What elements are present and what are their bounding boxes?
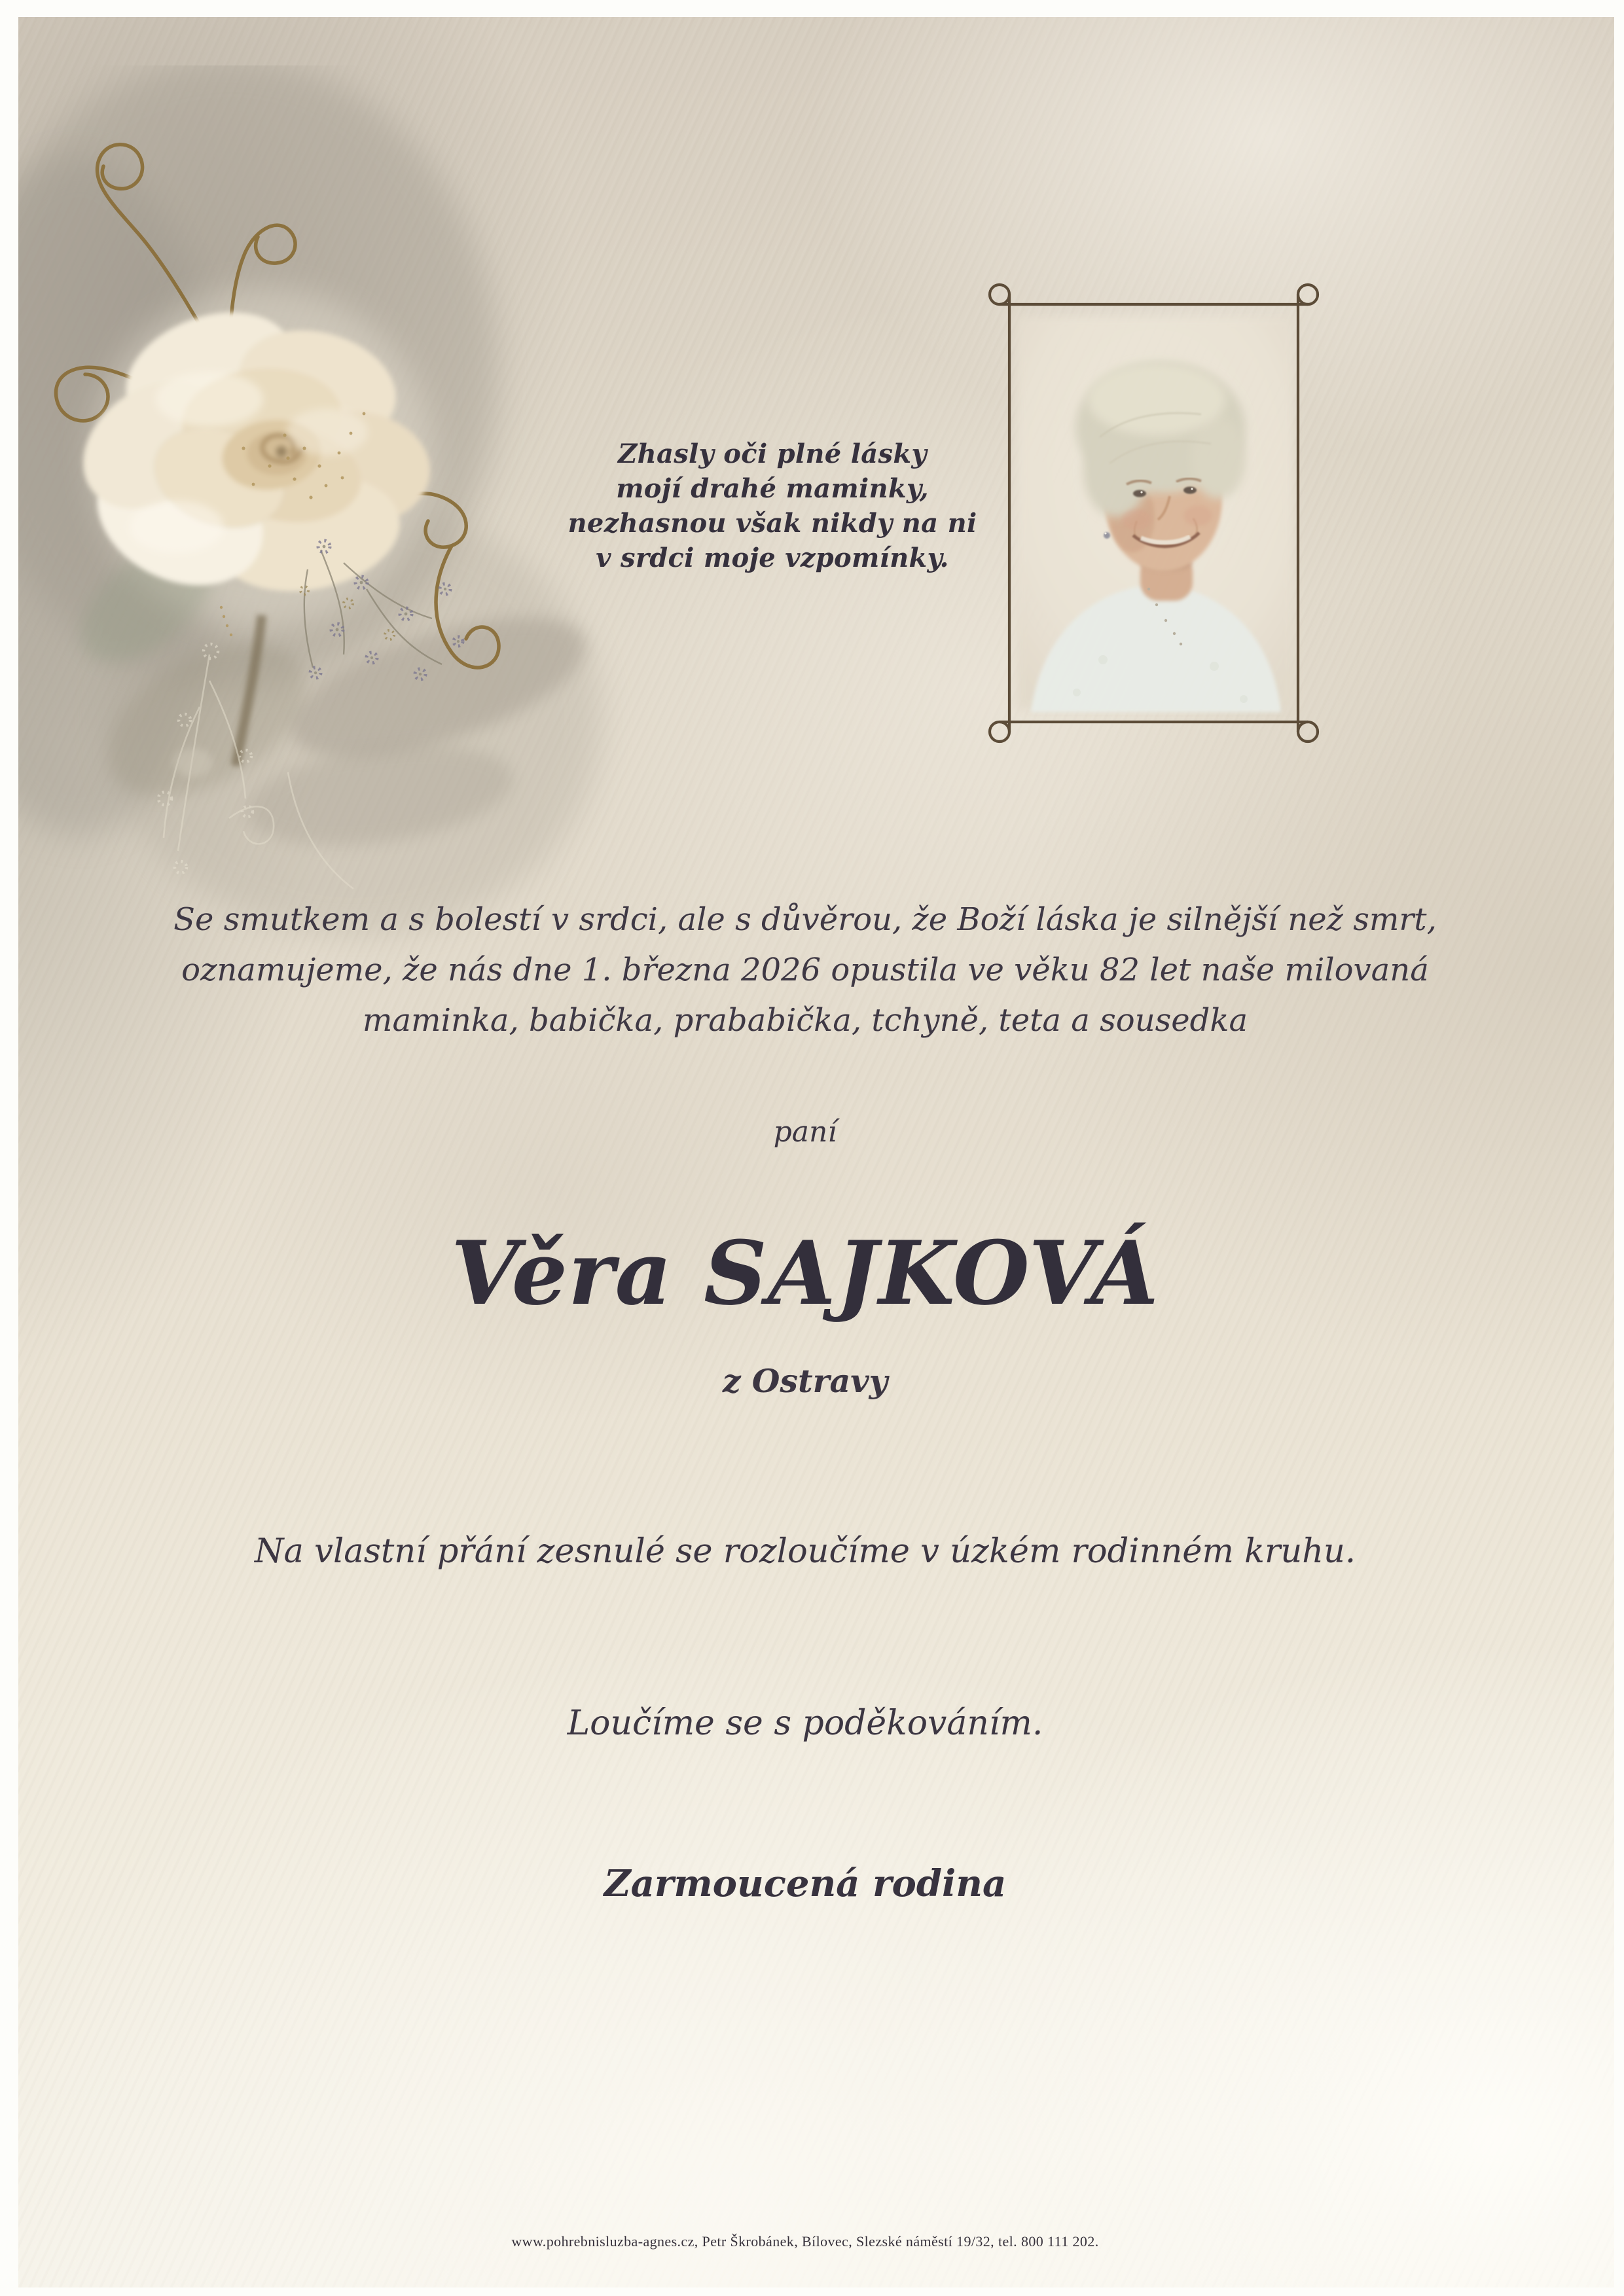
verse-line: Zhasly oči plné lásky [618,439,927,469]
portrait [1017,316,1294,712]
announcement-line: oznamujeme, že nás dne 1. března 2026 opustila ve věku 82 let naše milovaná [181,952,1429,988]
white-rose-icon [13,65,641,995]
deceased-origin: z Ostravy [722,1362,888,1400]
rose-ornament [13,65,641,995]
verse-line: v srdci moje vzpomínky. [596,543,949,573]
announcement-line: maminka, babička, prababička, tchyně, teta a sousedka [362,1002,1248,1039]
scan-margin-bottom [0,2287,1624,2296]
private-farewell-note: Na vlastní přání zesnulé se rozloučíme v úzkém rodinném kruhu. [254,1532,1356,1571]
deceased-photo-block [985,280,1322,746]
deceased-name: Věra SAJKOVÁ [451,1221,1159,1325]
scan-margin-right [1614,0,1624,2296]
family-signature: Zarmoucená rodina [604,1862,1007,1905]
thanks-note: Loučíme se s poděkováním. [567,1704,1043,1743]
scan-margin-top [0,0,1624,17]
announcement-line: Se smutkem a s bolestí v srdci, ale s důvěrou, že Boží láska je silnější než smrt, [173,901,1437,938]
announcement-text [0,895,1610,1046]
verse-line: nezhasnou však nikdy na ni [568,508,977,539]
footer-contact: www.pohrebnisluzba-agnes.cz, Petr Škrobánek, Bílovec, Slezské náměstí 19/32, tel. 800 111 202. [511,2233,1099,2250]
verse-line: mojí drahé maminky, [616,473,929,504]
scan-margin-left [0,0,18,2296]
deceased-photo [985,280,1322,746]
salutation: paní [773,1115,837,1149]
memorial-verse [553,437,992,575]
